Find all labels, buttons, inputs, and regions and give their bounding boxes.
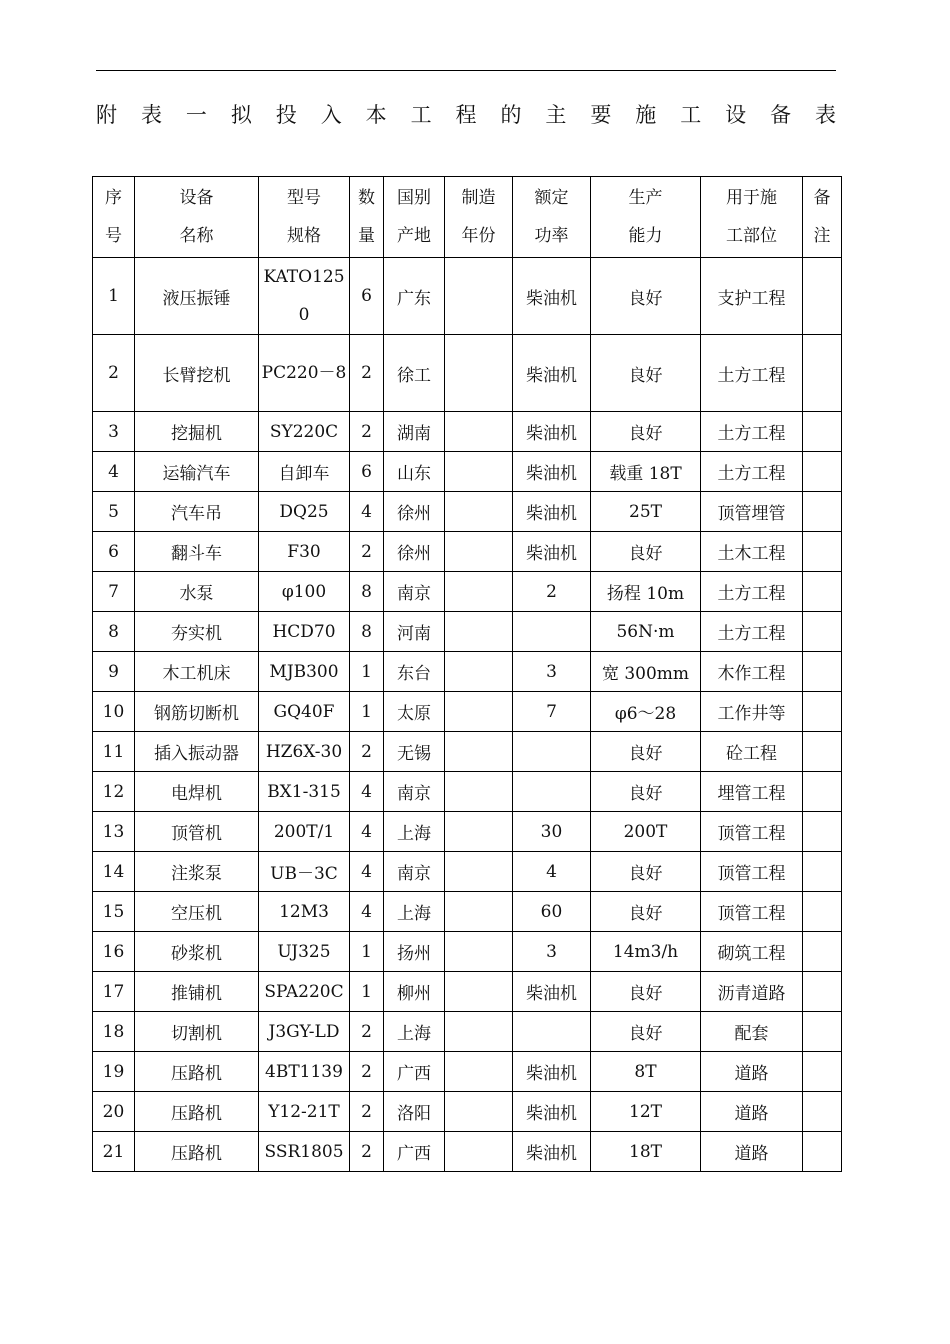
table-cell bbox=[803, 452, 842, 492]
table-cell: 徐州 bbox=[384, 532, 445, 572]
table-cell: 20 bbox=[93, 1092, 135, 1132]
table-row bbox=[93, 452, 842, 492]
table-cell bbox=[445, 692, 513, 732]
table-cell bbox=[445, 1052, 513, 1092]
table-cell bbox=[803, 532, 842, 572]
table-cell: 19 bbox=[93, 1052, 135, 1092]
header-line: 国别 bbox=[397, 188, 431, 208]
table-cell: 3 bbox=[93, 412, 135, 452]
table-cell: 2 bbox=[350, 532, 384, 572]
table-cell: 18T bbox=[591, 1132, 701, 1172]
table-cell: 山东 bbox=[384, 452, 445, 492]
table-cell: 良好 bbox=[591, 1012, 701, 1052]
table-cell: 水泵 bbox=[135, 572, 259, 612]
header-cell bbox=[513, 177, 591, 258]
table-cell: 木作工程 bbox=[701, 652, 803, 692]
table-cell: 良好 bbox=[591, 258, 701, 335]
title-char: 表 bbox=[815, 103, 836, 127]
table-cell: 25T bbox=[591, 492, 701, 532]
table-cell bbox=[803, 1132, 842, 1172]
header-line: 制造 bbox=[461, 188, 496, 208]
table-cell: 21 bbox=[93, 1132, 135, 1172]
table-cell: 1 bbox=[350, 972, 384, 1012]
table-cell: 宽 300mm bbox=[591, 652, 701, 692]
table-row bbox=[93, 612, 842, 652]
title-char: 设 bbox=[725, 103, 747, 127]
table-row bbox=[93, 258, 842, 335]
table-cell: 200T bbox=[591, 812, 701, 852]
table-cell: 3 bbox=[513, 932, 591, 972]
table-cell: 6 bbox=[93, 532, 135, 572]
title-char: 拟 bbox=[230, 103, 252, 127]
table-cell: 运输汽车 bbox=[135, 452, 259, 492]
header-line: 用于施 bbox=[726, 188, 777, 208]
table-cell: 埋管工程 bbox=[701, 772, 803, 812]
title-char: 备 bbox=[770, 103, 792, 127]
table-row bbox=[93, 732, 842, 772]
table-cell bbox=[803, 892, 842, 932]
header-cell bbox=[135, 177, 259, 258]
table-cell: φ100 bbox=[259, 572, 350, 612]
table-cell: HZ6X-30 bbox=[259, 732, 350, 772]
table-cell bbox=[803, 335, 842, 412]
title-char: 工 bbox=[680, 103, 702, 127]
title-char: 附 bbox=[96, 103, 117, 127]
header-line: 年份 bbox=[461, 226, 496, 246]
table-cell: 良好 bbox=[591, 335, 701, 412]
table-cell: 7 bbox=[93, 572, 135, 612]
table-cell: 2 bbox=[93, 335, 135, 412]
table-cell: 4 bbox=[350, 852, 384, 892]
table-cell: 2 bbox=[350, 1092, 384, 1132]
header-line: 型号 bbox=[287, 188, 321, 208]
table-cell: 17 bbox=[93, 972, 135, 1012]
table-cell: 砌筑工程 bbox=[701, 932, 803, 972]
table-cell: 12 bbox=[93, 772, 135, 812]
table-cell bbox=[445, 412, 513, 452]
table-cell bbox=[803, 1012, 842, 1052]
table-cell bbox=[445, 1132, 513, 1172]
table-row bbox=[93, 412, 842, 452]
top-rule bbox=[96, 70, 836, 71]
table-cell bbox=[803, 652, 842, 692]
table-cell: Y12-21T bbox=[259, 1092, 350, 1132]
table-cell: 11 bbox=[93, 732, 135, 772]
table-cell: 砂浆机 bbox=[135, 932, 259, 972]
table-cell: DQ25 bbox=[259, 492, 350, 532]
table-cell: GQ40F bbox=[259, 692, 350, 732]
header-line: 名称 bbox=[179, 226, 214, 246]
table-cell: 汽车吊 bbox=[135, 492, 259, 532]
table-row bbox=[93, 972, 842, 1012]
table-cell: KATO1250 bbox=[259, 258, 350, 335]
table-cell: PC220－8 bbox=[259, 335, 350, 412]
table-cell: 柴油机 bbox=[513, 492, 591, 532]
table-cell: 顶管机 bbox=[135, 812, 259, 852]
table-cell: 推铺机 bbox=[135, 972, 259, 1012]
table-cell bbox=[445, 732, 513, 772]
table-cell bbox=[803, 572, 842, 612]
table-cell bbox=[513, 772, 591, 812]
table-cell: 30 bbox=[513, 812, 591, 852]
table-cell: 插入振动器 bbox=[135, 732, 259, 772]
table-cell bbox=[803, 852, 842, 892]
title-char: 的 bbox=[500, 103, 522, 127]
header-line: 产地 bbox=[397, 226, 431, 246]
table-cell: 8T bbox=[591, 1052, 701, 1092]
title-char: 投 bbox=[275, 103, 297, 127]
table-cell bbox=[803, 492, 842, 532]
title-char: 施 bbox=[635, 103, 657, 127]
table-cell: 切割机 bbox=[135, 1012, 259, 1052]
table-cell: 2 bbox=[350, 732, 384, 772]
title-char: 要 bbox=[590, 103, 612, 127]
table-cell: 1 bbox=[350, 692, 384, 732]
table-cell: 柴油机 bbox=[513, 1132, 591, 1172]
table-cell: 土方工程 bbox=[701, 572, 803, 612]
table-cell: 13 bbox=[93, 812, 135, 852]
table-cell: 4 bbox=[350, 812, 384, 852]
equipment-table bbox=[92, 176, 842, 1172]
table-cell: 广西 bbox=[384, 1132, 445, 1172]
table-cell: 道路 bbox=[701, 1092, 803, 1132]
table-cell: 柴油机 bbox=[513, 412, 591, 452]
table-cell: 压路机 bbox=[135, 1052, 259, 1092]
table-cell: 土方工程 bbox=[701, 452, 803, 492]
table-cell bbox=[803, 1052, 842, 1092]
table-cell: 12T bbox=[591, 1092, 701, 1132]
table-cell: 良好 bbox=[591, 732, 701, 772]
table-cell: 道路 bbox=[701, 1132, 803, 1172]
table-row bbox=[93, 652, 842, 692]
table-cell: 7 bbox=[513, 692, 591, 732]
table-cell: 6 bbox=[350, 452, 384, 492]
table-cell: 9 bbox=[93, 652, 135, 692]
table-cell: 太原 bbox=[384, 692, 445, 732]
table-cell: 压路机 bbox=[135, 1132, 259, 1172]
table-cell: 配套 bbox=[701, 1012, 803, 1052]
table-cell: 良好 bbox=[591, 772, 701, 812]
table-cell bbox=[445, 772, 513, 812]
title-char: 主 bbox=[545, 103, 567, 127]
title-char: 一 bbox=[185, 103, 207, 127]
table-cell bbox=[513, 612, 591, 652]
table-cell: 广西 bbox=[384, 1052, 445, 1092]
header-line: 注 bbox=[813, 226, 831, 246]
table-cell: 挖掘机 bbox=[135, 412, 259, 452]
table-cell bbox=[445, 258, 513, 335]
table-cell: 载重 18T bbox=[591, 452, 701, 492]
header-cell bbox=[259, 177, 350, 258]
table-cell: 长臂挖机 bbox=[135, 335, 259, 412]
table-cell: 2 bbox=[350, 335, 384, 412]
table-row bbox=[93, 1052, 842, 1092]
table-cell: 56N·m bbox=[591, 612, 701, 652]
table-cell: 良好 bbox=[591, 892, 701, 932]
table-cell bbox=[445, 1092, 513, 1132]
table-cell: φ6～28 bbox=[591, 692, 701, 732]
table-cell: 良好 bbox=[591, 532, 701, 572]
table-cell bbox=[445, 892, 513, 932]
table-cell: SY220C bbox=[259, 412, 350, 452]
table-cell: F30 bbox=[259, 532, 350, 572]
header-line: 备 bbox=[813, 188, 831, 208]
header-line: 号 bbox=[105, 226, 122, 246]
table-cell: SSR1805 bbox=[259, 1132, 350, 1172]
table-cell bbox=[803, 1092, 842, 1132]
table-row bbox=[93, 335, 842, 412]
table-row bbox=[93, 572, 842, 612]
table-cell: 3 bbox=[513, 652, 591, 692]
header-cell bbox=[445, 177, 513, 258]
title-char: 入 bbox=[320, 103, 342, 127]
table-cell: 土方工程 bbox=[701, 335, 803, 412]
title-char: 程 bbox=[455, 103, 477, 127]
table-cell: 徐州 bbox=[384, 492, 445, 532]
header-line: 规格 bbox=[287, 226, 321, 246]
table-cell: 土方工程 bbox=[701, 612, 803, 652]
table-cell bbox=[803, 772, 842, 812]
table-cell: 良好 bbox=[591, 412, 701, 452]
table-cell: 4 bbox=[350, 772, 384, 812]
table-cell: 扬程 10m bbox=[591, 572, 701, 612]
table-cell: 翻斗车 bbox=[135, 532, 259, 572]
table-cell: 16 bbox=[93, 932, 135, 972]
table-cell: 扬州 bbox=[384, 932, 445, 972]
table-cell: 4 bbox=[93, 452, 135, 492]
table-cell bbox=[445, 1012, 513, 1052]
table-cell: 2 bbox=[350, 412, 384, 452]
table-cell: 4 bbox=[350, 492, 384, 532]
table-cell: 60 bbox=[513, 892, 591, 932]
table-cell: 柴油机 bbox=[513, 1052, 591, 1092]
table-row bbox=[93, 492, 842, 532]
table-cell: 4 bbox=[513, 852, 591, 892]
table-cell bbox=[445, 652, 513, 692]
table-cell: 支护工程 bbox=[701, 258, 803, 335]
table-row bbox=[93, 1012, 842, 1052]
header-line: 量 bbox=[358, 226, 375, 246]
table-cell: 10 bbox=[93, 692, 135, 732]
table-cell: 压路机 bbox=[135, 1092, 259, 1132]
table-cell: 徐工 bbox=[384, 335, 445, 412]
header-cell bbox=[93, 177, 135, 258]
table-cell: 注浆泵 bbox=[135, 852, 259, 892]
table-row bbox=[93, 892, 842, 932]
table-cell: UJ325 bbox=[259, 932, 350, 972]
header-line: 额定 bbox=[534, 188, 569, 208]
table-cell: 2 bbox=[350, 1012, 384, 1052]
table-cell bbox=[445, 612, 513, 652]
table-cell bbox=[445, 812, 513, 852]
table-cell bbox=[445, 532, 513, 572]
table-cell bbox=[803, 812, 842, 852]
table-cell: 8 bbox=[350, 612, 384, 652]
table-cell bbox=[445, 335, 513, 412]
table-cell: 1 bbox=[350, 932, 384, 972]
header-cell bbox=[350, 177, 384, 258]
table-cell: 15 bbox=[93, 892, 135, 932]
table-row bbox=[93, 1092, 842, 1132]
title-char: 工 bbox=[410, 103, 432, 127]
table-cell: 2 bbox=[513, 572, 591, 612]
header-cell bbox=[591, 177, 701, 258]
table-cell: 土方工程 bbox=[701, 412, 803, 452]
table-cell: 6 bbox=[350, 258, 384, 335]
table-cell: 上海 bbox=[384, 1012, 445, 1052]
table-cell: 工作井等 bbox=[701, 692, 803, 732]
table-cell bbox=[445, 492, 513, 532]
table-cell: 1 bbox=[93, 258, 135, 335]
table-cell: 上海 bbox=[384, 892, 445, 932]
header-line: 设备 bbox=[179, 188, 214, 208]
header-line: 序 bbox=[105, 188, 122, 208]
table-cell: 柴油机 bbox=[513, 452, 591, 492]
table-cell: 空压机 bbox=[135, 892, 259, 932]
table-cell bbox=[803, 258, 842, 335]
table-cell bbox=[445, 972, 513, 1012]
table-cell: 土木工程 bbox=[701, 532, 803, 572]
table-row bbox=[93, 852, 842, 892]
table-cell: 良好 bbox=[591, 852, 701, 892]
table-cell: 洛阳 bbox=[384, 1092, 445, 1132]
table-cell: 14 bbox=[93, 852, 135, 892]
table-cell: 南京 bbox=[384, 772, 445, 812]
header-cell bbox=[384, 177, 445, 258]
table-cell: MJB300 bbox=[259, 652, 350, 692]
table-cell: 4BT1139 bbox=[259, 1052, 350, 1092]
table-cell bbox=[803, 732, 842, 772]
table-cell: 木工机床 bbox=[135, 652, 259, 692]
table-row bbox=[93, 692, 842, 732]
table-header-row bbox=[93, 177, 842, 258]
table-cell: HCD70 bbox=[259, 612, 350, 652]
table-cell: 钢筋切断机 bbox=[135, 692, 259, 732]
table-cell: 砼工程 bbox=[701, 732, 803, 772]
table-cell: 柴油机 bbox=[513, 532, 591, 572]
table-cell bbox=[513, 732, 591, 772]
table-cell bbox=[803, 412, 842, 452]
header-cell bbox=[701, 177, 803, 258]
table-cell: 湖南 bbox=[384, 412, 445, 452]
table-row bbox=[93, 532, 842, 572]
header-cell bbox=[803, 177, 842, 258]
table-cell: 1 bbox=[350, 652, 384, 692]
table-cell: 沥青道路 bbox=[701, 972, 803, 1012]
table-cell: 18 bbox=[93, 1012, 135, 1052]
table-cell: 夯实机 bbox=[135, 612, 259, 652]
table-cell: 柴油机 bbox=[513, 335, 591, 412]
table-cell: 2 bbox=[350, 1052, 384, 1092]
table-cell bbox=[803, 972, 842, 1012]
table-cell: 无锡 bbox=[384, 732, 445, 772]
header-line: 工部位 bbox=[726, 226, 777, 246]
table-cell: 顶管工程 bbox=[701, 852, 803, 892]
table-cell: 自卸车 bbox=[259, 452, 350, 492]
table-cell: 4 bbox=[350, 892, 384, 932]
table-cell: 8 bbox=[350, 572, 384, 612]
title-char: 本 bbox=[365, 103, 387, 127]
header-line: 功率 bbox=[534, 226, 569, 246]
table-cell: 柴油机 bbox=[513, 258, 591, 335]
table-cell: 5 bbox=[93, 492, 135, 532]
table-cell bbox=[803, 932, 842, 972]
table-cell bbox=[445, 852, 513, 892]
table-cell: 柴油机 bbox=[513, 1092, 591, 1132]
table-cell: J3GY-LD bbox=[259, 1012, 350, 1052]
table-cell bbox=[803, 692, 842, 732]
table-cell: 柳州 bbox=[384, 972, 445, 1012]
table-cell: 200T/1 bbox=[259, 812, 350, 852]
table-cell: 河南 bbox=[384, 612, 445, 652]
table-cell bbox=[445, 932, 513, 972]
table-cell bbox=[513, 1012, 591, 1052]
table-cell: 东台 bbox=[384, 652, 445, 692]
table-cell: 上海 bbox=[384, 812, 445, 852]
table-row bbox=[93, 812, 842, 852]
table-row bbox=[93, 772, 842, 812]
table-cell bbox=[445, 452, 513, 492]
table-cell: 南京 bbox=[384, 852, 445, 892]
table-cell: 顶管埋管 bbox=[701, 492, 803, 532]
table-cell: 液压振锤 bbox=[135, 258, 259, 335]
table-cell bbox=[445, 572, 513, 612]
table-cell: 电焊机 bbox=[135, 772, 259, 812]
table-cell: 顶管工程 bbox=[701, 812, 803, 852]
table-cell: SPA220C bbox=[259, 972, 350, 1012]
table-cell: 14m3/h bbox=[591, 932, 701, 972]
table-cell: 顶管工程 bbox=[701, 892, 803, 932]
header-line: 数 bbox=[358, 188, 375, 208]
table-cell: 12M3 bbox=[259, 892, 350, 932]
header-line: 生产 bbox=[628, 188, 663, 208]
table-cell: 广东 bbox=[384, 258, 445, 335]
table-cell: 8 bbox=[93, 612, 135, 652]
table-row bbox=[93, 1132, 842, 1172]
table-cell bbox=[803, 612, 842, 652]
table-row bbox=[93, 932, 842, 972]
header-line: 能力 bbox=[628, 226, 663, 246]
table-cell: UB－3C bbox=[259, 852, 350, 892]
table-cell: 道路 bbox=[701, 1052, 803, 1092]
table-cell: 良好 bbox=[591, 972, 701, 1012]
table-cell: 2 bbox=[350, 1132, 384, 1172]
table-cell: BX1-315 bbox=[259, 772, 350, 812]
table-cell: 柴油机 bbox=[513, 972, 591, 1012]
table-cell: 南京 bbox=[384, 572, 445, 612]
title-char: 表 bbox=[140, 103, 162, 127]
page-title bbox=[96, 98, 836, 130]
